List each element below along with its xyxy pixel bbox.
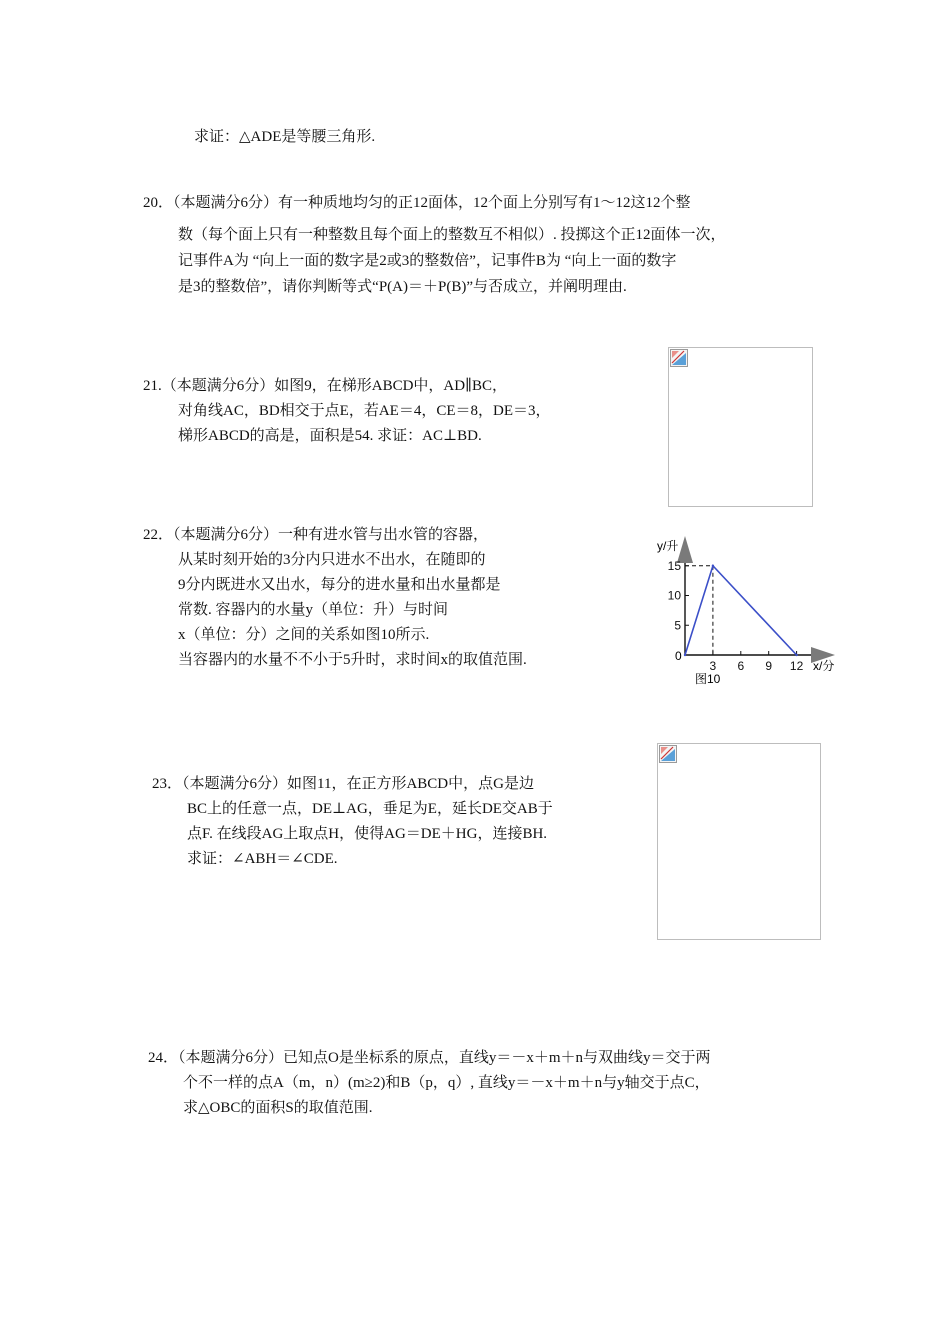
q20-line-3: 记事件A为 “向上一面的数字是2或3的整数倍”，记事件B为 “向上一面的数字 bbox=[178, 253, 677, 269]
x-tick-label-6: 6 bbox=[737, 659, 745, 673]
q23-line-4: 求证：∠ABH＝∠CDE. bbox=[187, 851, 338, 867]
q20-line-4: 是3的整数倍”，请你判断等式“P(A)＝＋P(B)”与否成立，并阐明理由. bbox=[178, 279, 627, 295]
x-tick-label-3: 3 bbox=[709, 659, 717, 673]
origin-label: 0 bbox=[675, 649, 682, 663]
q24-line-3: 求△OBC的面积S的取值范围. bbox=[183, 1100, 373, 1116]
y-axis-label: y/升 bbox=[657, 539, 679, 553]
q22-line-1: 22．（本题满分6分）一种有进水管与出水管的容器， bbox=[143, 527, 489, 543]
y-tick-label-5: 5 bbox=[674, 618, 681, 633]
y-tick-label-15: 15 bbox=[667, 558, 681, 573]
figure-10-chart bbox=[655, 528, 845, 693]
x-axis-label: x/分 bbox=[813, 659, 835, 673]
x-tick-label-9: 9 bbox=[765, 659, 773, 673]
q20-line-1: 20．（本题满分6分）有一种质地均匀的正12面体，12个面上分别写有1〜12这12个整 bbox=[143, 195, 691, 211]
q24-line-1: 24．（本题满分6分）已知点O是坐标系的原点，直线y＝－x＋m＋n与双曲线y＝交于两 bbox=[148, 1050, 711, 1066]
x-tick-label-12: 12 bbox=[789, 659, 804, 673]
figure-9-placeholder bbox=[668, 347, 813, 507]
broken-image-icon bbox=[659, 745, 677, 763]
y-tick-label-10: 10 bbox=[667, 588, 681, 603]
q22-line-3: 9分内既进水又出水，每分的进水量和出水量都是 bbox=[178, 577, 501, 593]
q24-line-2: 个不一样的点A（m，n）(m≥2)和B（p，q）, 直线y＝－x＋m＋n与y轴交于点C， bbox=[183, 1075, 710, 1091]
chart-title: 图10 bbox=[695, 672, 721, 686]
q22-line-5: x（单位：分）之间的关系如图10所示. bbox=[178, 627, 430, 643]
q23-line-1: 23．（本题满分6分）如图11，在正方形ABCD中，点G是边 bbox=[152, 776, 534, 792]
data-point-1 bbox=[712, 565, 714, 567]
q21-line-1: 21.（本题满分6分）如图9，在梯形ABCD中，AD∥BC， bbox=[143, 378, 508, 394]
series-line-0 bbox=[685, 566, 797, 655]
broken-image-icon bbox=[670, 349, 688, 367]
q22-line-4: 常数. 容器内的水量y（单位：升）与时间 bbox=[178, 602, 449, 618]
q20-line-2: 数（每个面上只有一种整数且每个面上的整数互不相似）. 投掷这个正12面体一次， bbox=[178, 227, 726, 243]
data-point-2 bbox=[795, 654, 797, 656]
data-point-0 bbox=[684, 654, 686, 656]
figure-11-placeholder bbox=[657, 743, 821, 940]
q23-line-2: BC上的任意一点，DE⊥AG，垂足为E，延长DE交AB于 bbox=[187, 801, 553, 817]
q23-line-3: 点F. 在线段AG上取点H，使得AG＝DE＋HG，连接BH. bbox=[187, 826, 548, 842]
q21-line-2: 对角线AC，BD相交于点E，若AE＝4，CE＝8，DE＝3， bbox=[178, 403, 551, 419]
q21-line-3: 梯形ABCD的高是，面积是54. 求证：AC⊥BD. bbox=[178, 428, 482, 444]
q19-conclusion: 求证：△ADE是等腰三角形. bbox=[194, 129, 376, 145]
q22-line-6: 当容器内的水量不不小于5升时，求时间x的取值范围. bbox=[178, 652, 527, 668]
q22-line-2: 从某时刻开始的3分内只进水不出水，在随即的 bbox=[178, 552, 486, 568]
